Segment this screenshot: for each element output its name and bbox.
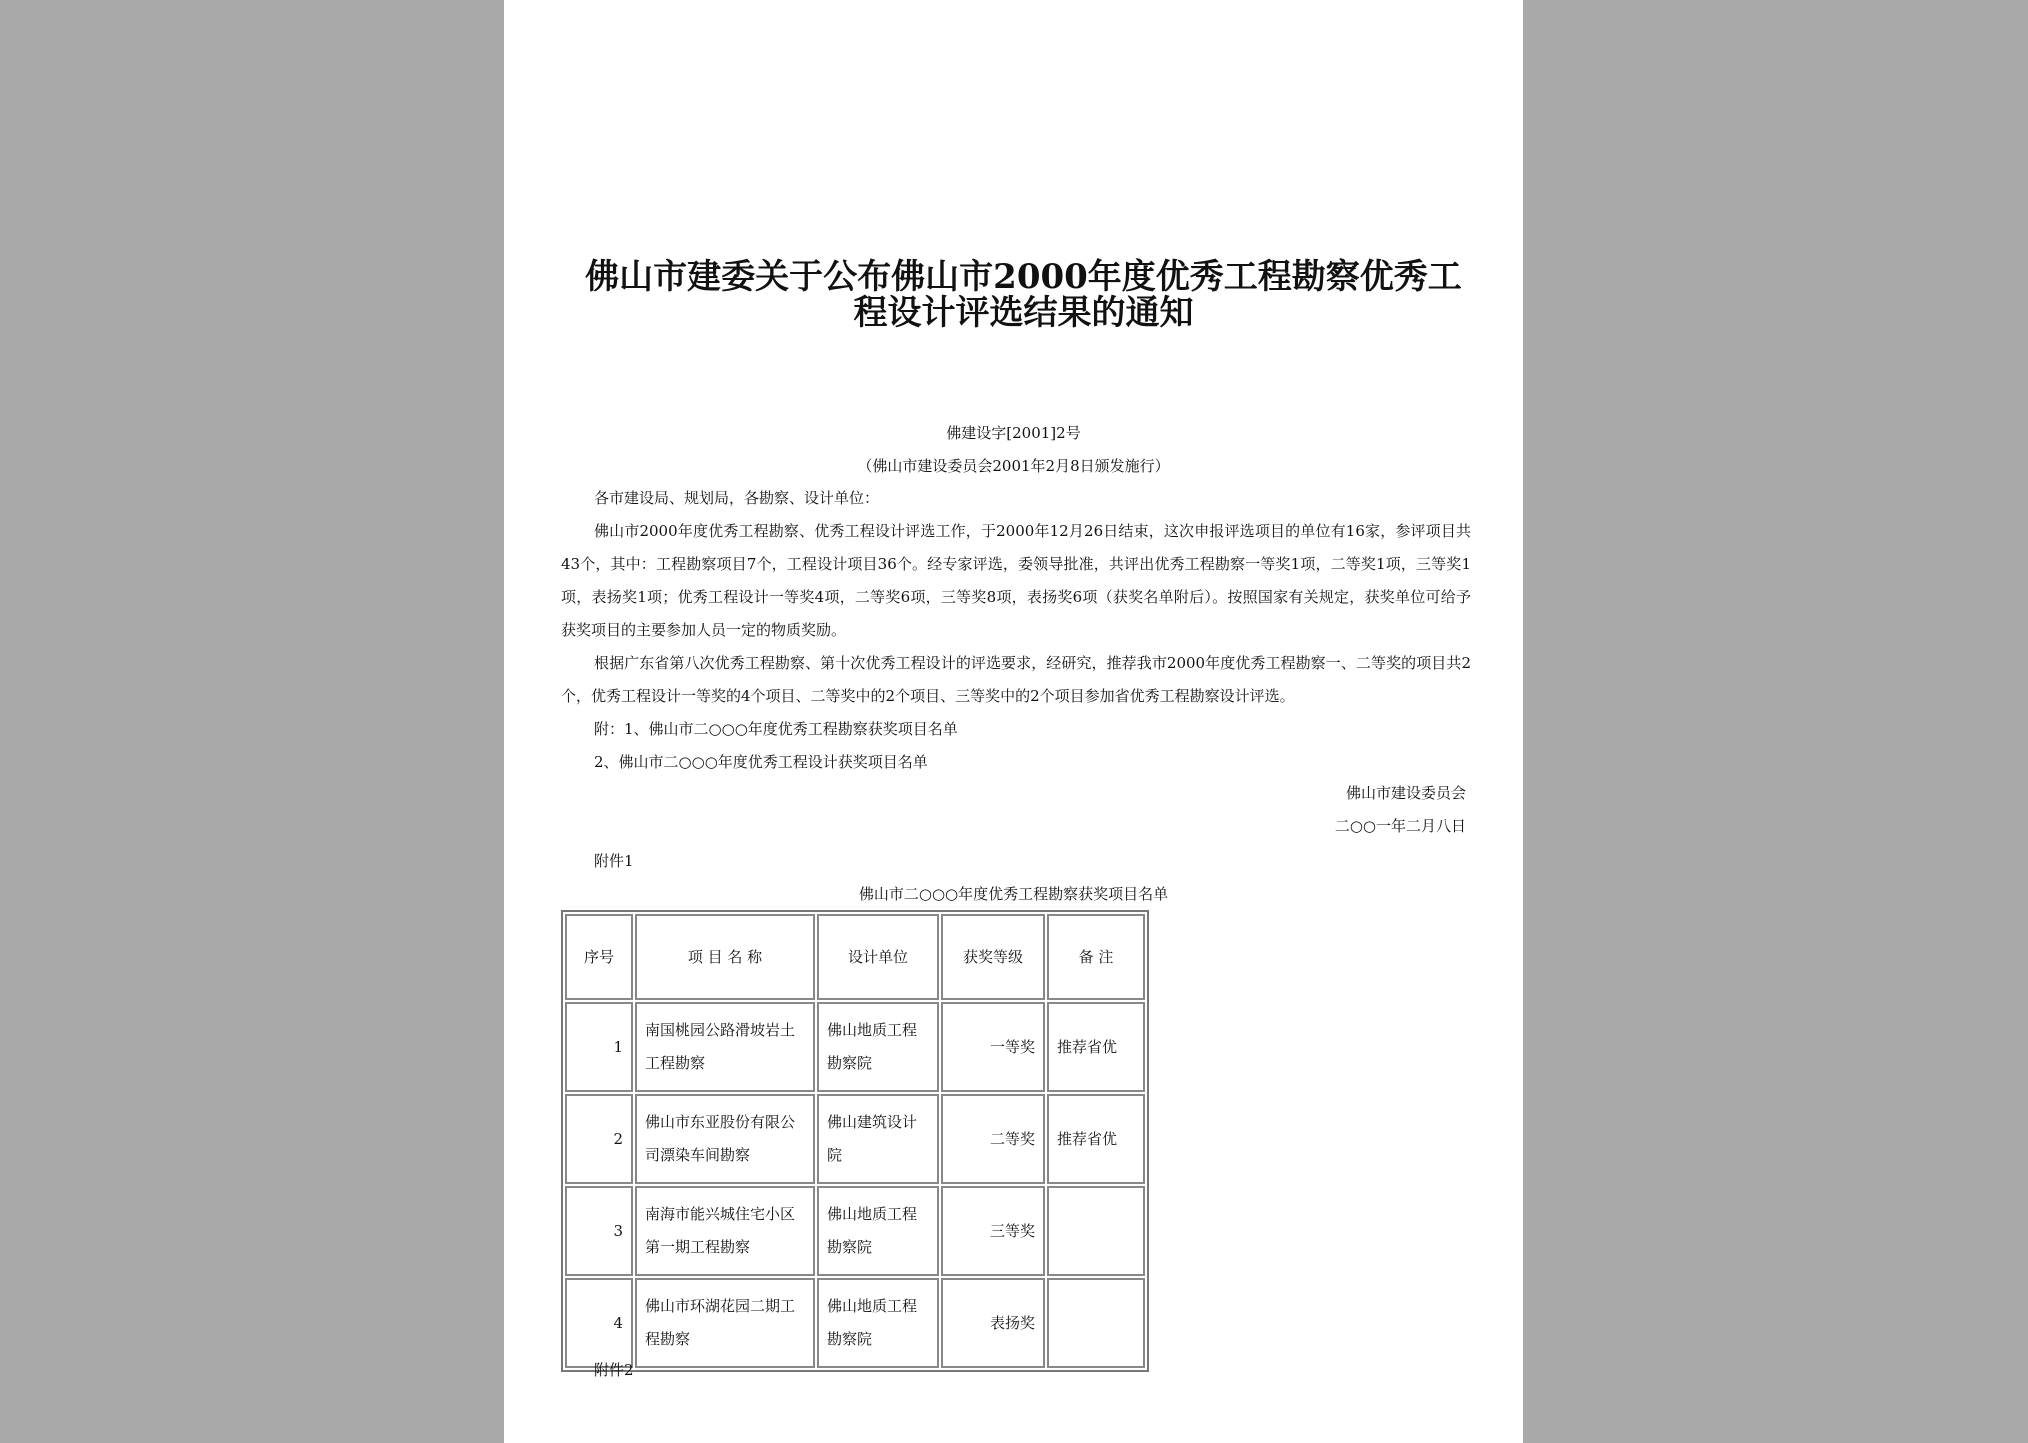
cell-note: 推荐省优: [1047, 1094, 1145, 1184]
document-title: 佛山市建委关于公布佛山市2000年度优秀工程勘察优秀工程设计评选结果的通知: [585, 257, 1462, 333]
attachment-list-1: 附：1、佛山市二○○○年度优秀工程勘察获奖项目名单: [594, 720, 958, 738]
cell-no: 3: [565, 1186, 633, 1276]
cell-unit: 佛山地质工程勘察院: [817, 1186, 939, 1276]
table-row: [565, 1002, 1145, 1092]
header-unit: 设计单位: [817, 914, 939, 1000]
cell-no: 2: [565, 1094, 633, 1184]
table-header-row: [565, 914, 1145, 1000]
cell-grade: 三等奖: [941, 1186, 1045, 1276]
cell-name: 南海市能兴城住宅小区第一期工程勘察: [635, 1186, 815, 1276]
paragraph-2: 根据广东省第八次优秀工程勘察、第十次优秀工程设计的评选要求，经研究，推荐我市2000年度优秀工程勘察一、二等奖的项目共2个，优秀工程设计一等奖的4个项目、二等奖中的2个项目、三等奖中的2个项目参加省优秀工程勘察设计评选。: [561, 654, 1471, 705]
header-grade: 获奖等级: [941, 914, 1045, 1000]
table-row: [565, 1186, 1145, 1276]
document-date: 二○○一年二月八日: [1334, 817, 1466, 835]
cell-unit: 佛山地质工程勘察院: [817, 1278, 939, 1368]
signature: 佛山市建设委员会: [1345, 784, 1466, 802]
document-number: 佛建设字[2001]2号: [946, 424, 1081, 442]
cell-unit: 佛山地质工程勘察院: [817, 1002, 939, 1092]
table-title: 佛山市二○○○年度优秀工程勘察获奖项目名单: [858, 885, 1169, 903]
attachment-1-label: 附件1: [594, 852, 634, 870]
award-table: [561, 910, 1149, 1372]
cell-name: 佛山市东亚股份有限公司漂染车间勘察: [635, 1094, 815, 1184]
cell-note: [1047, 1186, 1145, 1276]
cell-name: 南国桃园公路滑坡岩土工程勘察: [635, 1002, 815, 1092]
header-no: 序号: [565, 914, 633, 1000]
cell-no: 1: [565, 1002, 633, 1092]
cell-unit: 佛山建筑设计院: [817, 1094, 939, 1184]
cell-no: 4: [565, 1278, 633, 1368]
attachment-2-label: 附件2: [594, 1361, 634, 1379]
cell-grade: 表扬奖: [941, 1278, 1045, 1368]
attachment-list-2: 2、佛山市二○○○年度优秀工程设计获奖项目名单: [594, 753, 928, 771]
document-page: [504, 0, 1523, 1443]
salutation: 各市建设局、规划局，各勘察、设计单位：: [594, 489, 880, 507]
table-row: [565, 1094, 1145, 1184]
paragraph-1: 佛山市2000年度优秀工程勘察、优秀工程设计评选工作，于2000年12月26日结束，这次申报评选项目的单位有16家，参评项目共43个，其中：工程勘察项目7个，工程设计项目36个。经专家评选，委领导批准，共评出优秀工程勘察一等奖1项，二等奖1项，三等奖1项，表扬奖1项；优秀工程设计一等奖4项，二等奖6项，三等奖8项，表扬奖6项（获奖名单附后）。按照国家有关规定，获奖单位可给予获奖项目的主要参加人员一定的物质奖励。: [561, 522, 1471, 639]
header-name: 项 目 名 称: [635, 914, 815, 1000]
cell-grade: 二等奖: [941, 1094, 1045, 1184]
issue-note: （佛山市建设委员会2001年2月8日颁发施行）: [857, 457, 1170, 475]
cell-name: 佛山市环湖花园二期工程勘察: [635, 1278, 815, 1368]
cell-note: 推荐省优: [1047, 1002, 1145, 1092]
header-note: 备 注: [1047, 914, 1145, 1000]
cell-grade: 一等奖: [941, 1002, 1045, 1092]
